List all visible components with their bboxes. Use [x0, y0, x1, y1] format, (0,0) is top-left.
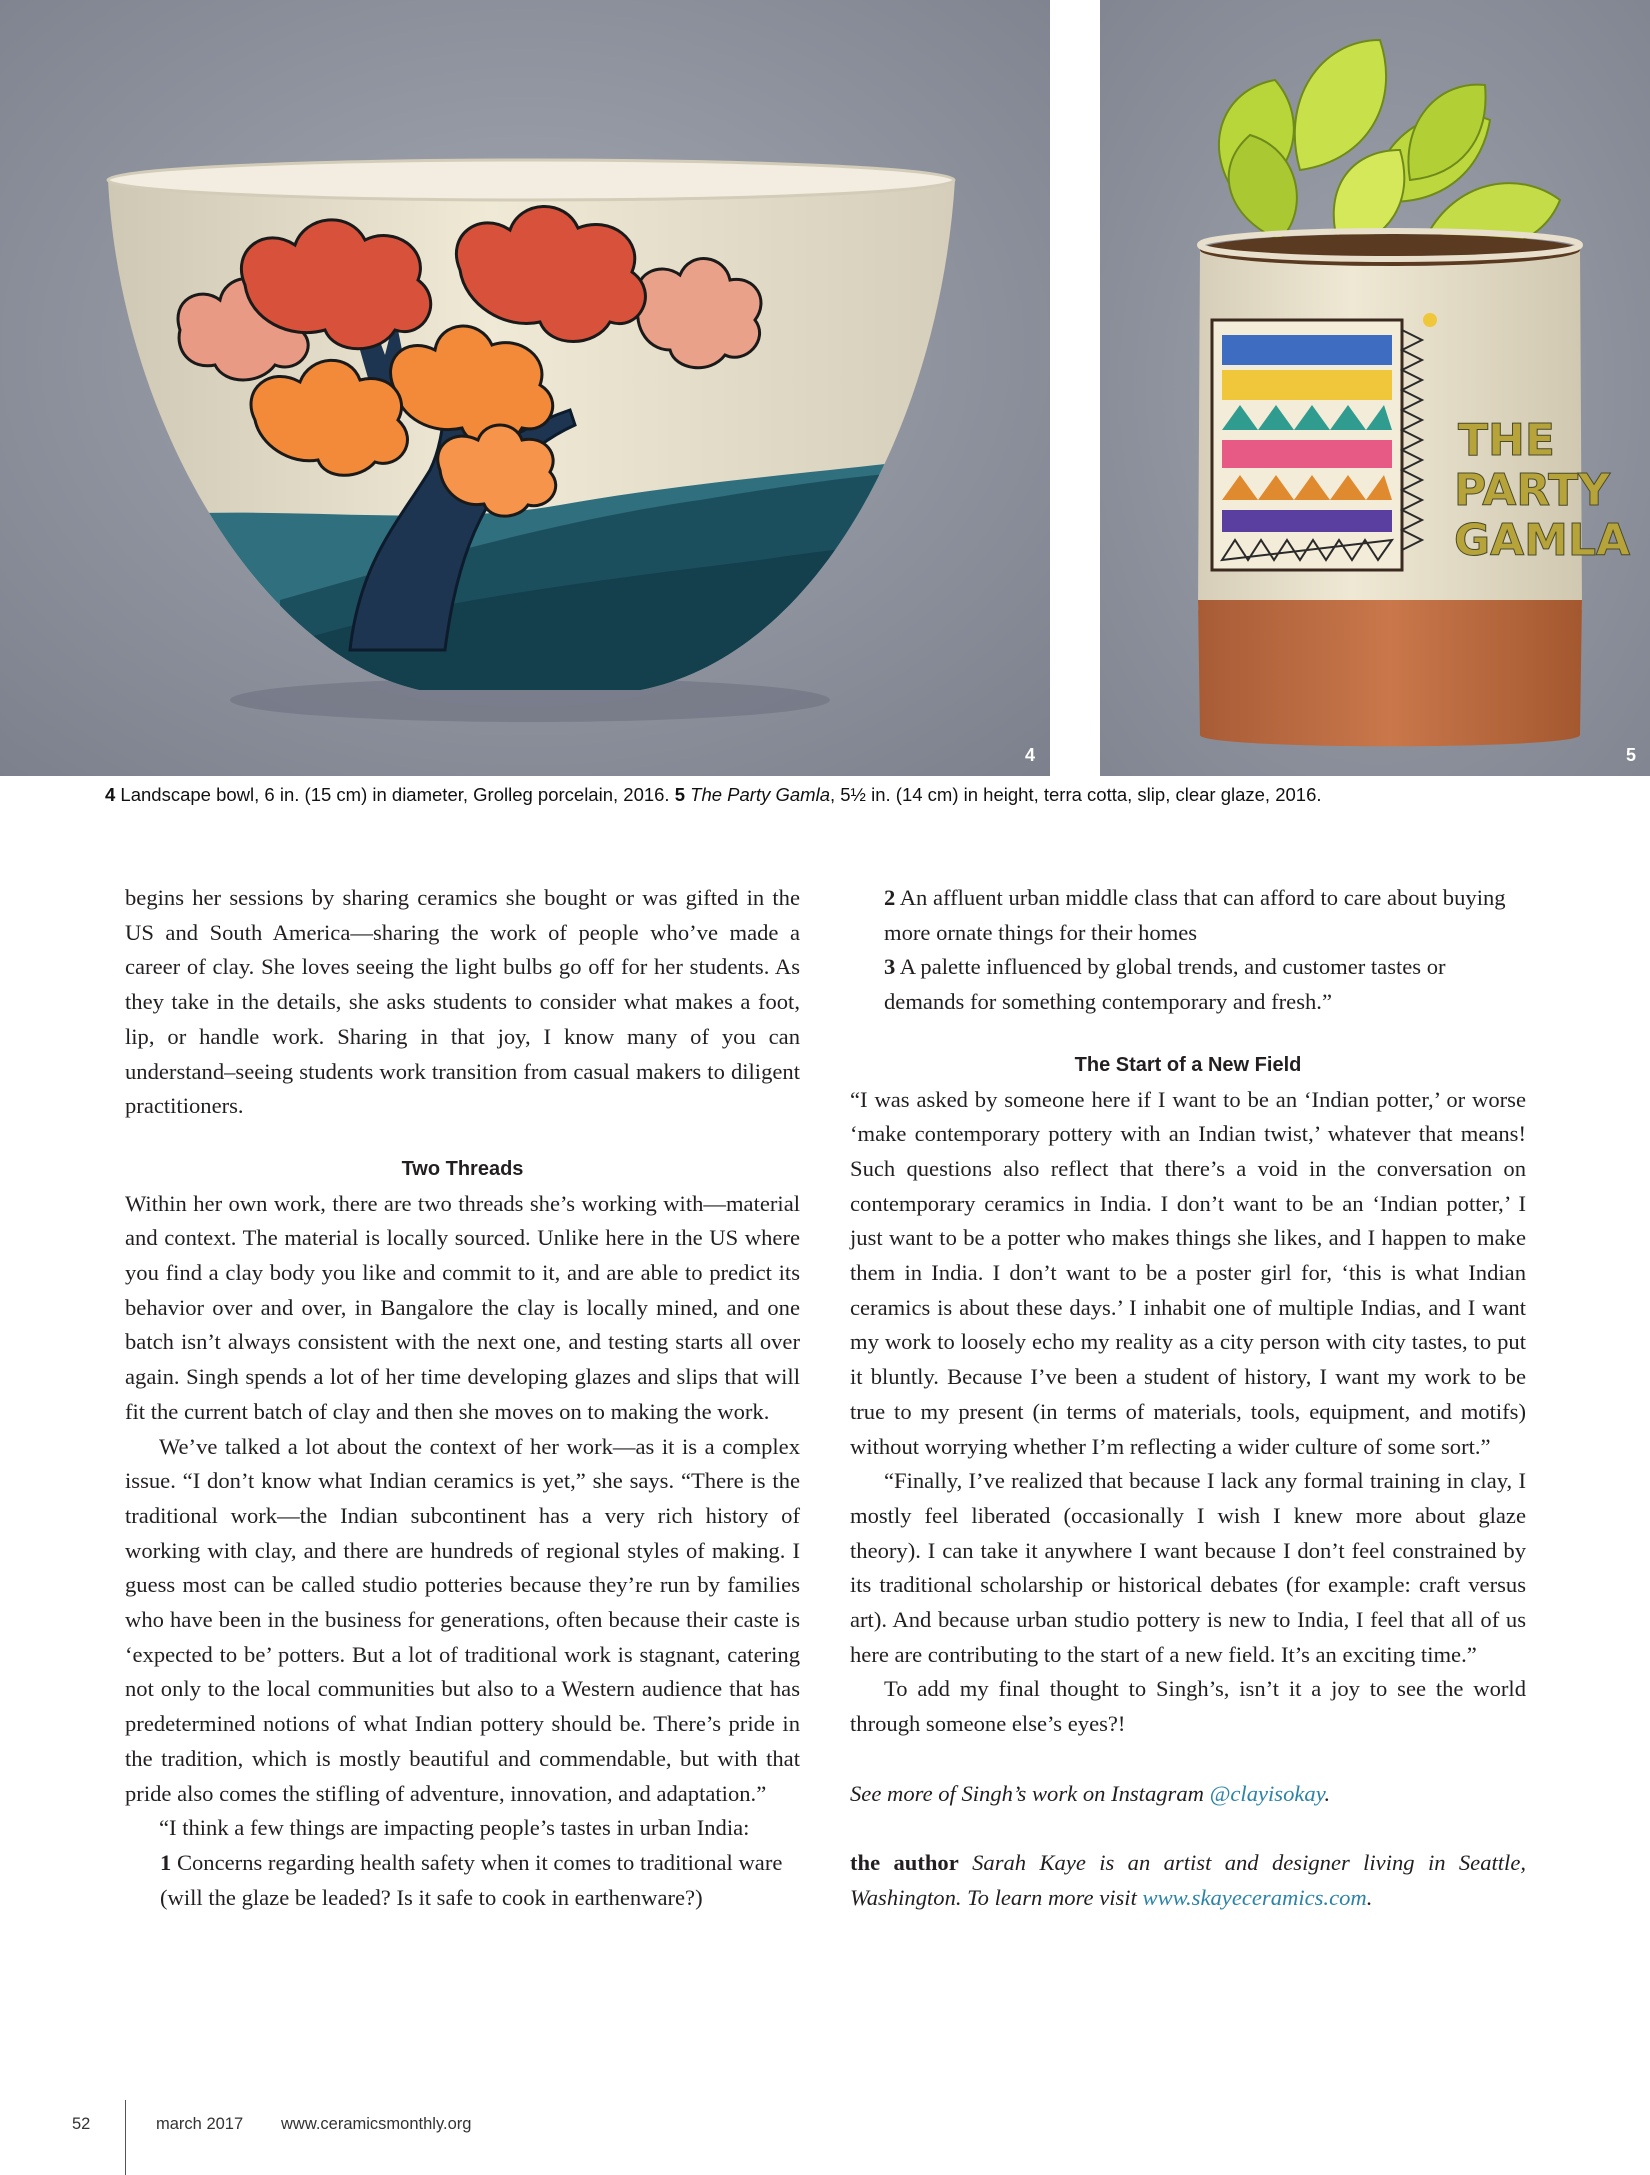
- caption-number-4: 4: [105, 784, 116, 805]
- instagram-link[interactable]: @clayisokay: [1209, 1780, 1325, 1806]
- right-column: [850, 881, 1526, 1915]
- photo-number-4: 4: [1024, 745, 1035, 765]
- pot-text-the: THE: [1458, 415, 1555, 466]
- caption-text-5: , 5½ in. (14 cm) in height, terra cotta, slip, clear glaze, 2016.: [829, 784, 1322, 805]
- author-bio: [850, 1846, 1526, 1915]
- issue-year: 2017: [206, 2115, 244, 2133]
- list-number: 3: [884, 954, 896, 980]
- author-end: .: [1366, 1884, 1373, 1910]
- caption-title-5: The Party Gamla: [690, 784, 830, 805]
- author-website-link[interactable]: www.skayeceramics.com: [1142, 1884, 1367, 1910]
- party-gamla-image: [1100, 0, 1650, 776]
- paragraph: “I was asked by someone here if I want to be an ‘Indian potter,’ or worse ‘make contemporary pottery with an Indian twist,’ whatever that means! Such questions also reflect that there’s a void in the conversation on contemporary ceramics in India. I don’t want to be an ‘Indian potter,’ I just want to be a potter who makes things she likes, and I happen to make them in India. I don’t want to be a poster girl for, ‘this is what Indian ceramics is about these days.’ I inhabit one of multiple Indias, and I want my work to loosely echo my reality as a city person with city tastes, to put it bluntly. Because I’ve been a student of history, I want my work to be true to my present (in terms of materials, tools, equipment, and motifs) without worrying whether I’m reflecting a wider culture of some sort.”: [850, 1086, 1526, 1459]
- photo-landscape-bowl: [0, 0, 1050, 776]
- figure-caption: [105, 784, 1545, 806]
- caption-number-5: 5: [674, 784, 686, 805]
- caption-text-4: Landscape bowl, 6 in. (15 cm) in diameter, Grolleg porcelain, 2016.: [115, 784, 675, 805]
- list-item: [850, 881, 1526, 950]
- photo-party-gamla: [1100, 0, 1650, 776]
- issue-month: march: [156, 2115, 202, 2133]
- list-item: [850, 950, 1526, 1019]
- page-footer: [0, 2100, 700, 2175]
- landscape-bowl-image: [0, 0, 1050, 776]
- paragraph: Within her own work, there are two threads she’s working with—material and context. The material is locally sourced. Unlike here in the US where you find a clay body you like and commit to it, and are able to predict its behavior over and over, in Bangalore the clay is locally mined, and one batch isn’t always consistent with the next one, and testing starts all over again. Singh spends a lot of her time developing glazes and slips that will fit the current batch of clay and then she moves on to making the work.: [125, 1190, 800, 1424]
- list-number: 1: [160, 1849, 172, 1875]
- instagram-note: [850, 1777, 1526, 1812]
- list-number: 2: [884, 885, 896, 910]
- section-heading-new-field: The Start of a New Field: [1074, 1053, 1302, 1076]
- list-item-text: A palette influenced by global trends, and customer tastes or demands for something contemporary and fresh.”: [884, 954, 1446, 1015]
- list-item-text: An affluent urban middle class that can afford to care about buying more ornate things for their homes: [884, 885, 1506, 945]
- author-text: Sarah Kaye is an artist and designer living in Seattle, Washington. To learn more visit: [850, 1849, 1527, 1910]
- pot-text-gamla: GAMLA: [1454, 515, 1631, 566]
- left-column: [125, 881, 800, 1915]
- website-link[interactable]: www.ceramicsmonthly.org: [281, 2115, 472, 2133]
- pot-text-party: PARTY: [1454, 465, 1611, 516]
- paragraph: “Finally, I’ve realized that because I lack any formal training in clay, I mostly feel liberated (occasionally I wish I knew more about glaze theory). I can take it anywhere I want because I don’t feel constrained by its traditional scholarship or historical debates (for example: craft versus art). And because urban studio pottery is new to India, I feel that all of us here are contributing to the start of a new field. It’s an exciting time.”: [850, 1468, 1526, 1667]
- section-heading-two-threads: Two Threads: [401, 1157, 524, 1180]
- paragraph: “I think a few things are impacting people’s tastes in urban India:: [159, 1815, 750, 1841]
- list-item-text: Concerns regarding health safety when it comes to traditional ware (will the glaze be leaded? Is it safe to cook in earthenware?): [160, 1849, 783, 1910]
- author-label: the author: [850, 1849, 959, 1875]
- paragraph: begins her sessions by sharing ceramics she bought or was gifted in the US and South America—sharing the work of people who’ve made a career of clay. She loves seeing the light bulbs go off for her students. As they take in the details, she asks students to consider what makes a foot, lip, or handle work. Sharing in that joy, I know many of you can understand–seeing students work transition from casual makers to diligent practitioners.: [125, 885, 800, 1119]
- list-item: [125, 1846, 800, 1915]
- instagram-text: See more of Singh’s work on Instagram: [850, 1780, 1210, 1806]
- footer-divider: [125, 2100, 126, 2175]
- issue-date: [156, 2115, 243, 2134]
- instagram-end: .: [1324, 1780, 1331, 1806]
- paragraph: To add my final thought to Singh’s, isn’t it a joy to see the world through someone else’s eyes?!: [850, 1676, 1526, 1737]
- page-number: 52: [72, 2115, 91, 2133]
- paragraph: We’ve talked a lot about the context of her work—as it is a complex issue. “I don’t know what Indian ceramics is yet,” she says. “There is the traditional work—the Indian subcontinent has a very rich history of working with clay, and there are hundreds of regional styles of making. I guess most can be called studio potteries because they’re run by families who have been in the business for generations, often because their caste is ‘expected to be’ potters. But a lot of traditional work is stagnant, catering not only to the local communities but also to a Western audience that has predetermined notions of what Indian pottery should be. There’s pride in the tradition, which is mostly beautiful and commendable, but with that pride also comes the stifling of adventure, innovation, and adaptation.”: [125, 1433, 800, 1806]
- photo-number-5: 5: [1625, 745, 1636, 765]
